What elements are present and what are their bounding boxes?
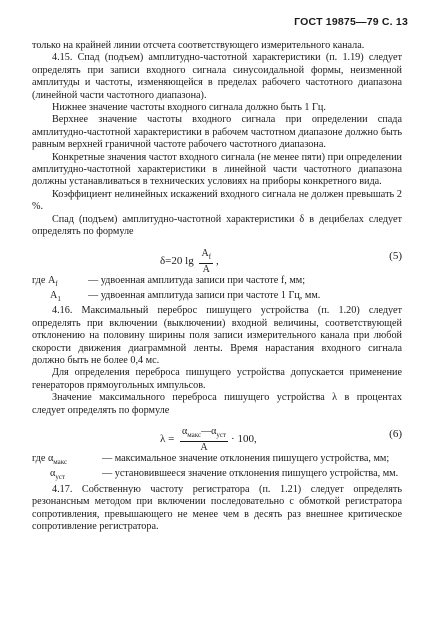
paragraph-generators: Для определения переброса пишущего устройства допускается применение генераторов прямоугольных импульсов.: [32, 367, 402, 391]
where6-text2: — установившееся значение отклонения пишущего устройства, мм.: [102, 468, 399, 480]
where5-sym2: A: [50, 289, 58, 301]
where6-label: где: [32, 453, 46, 465]
formula5-denominator: A: [202, 263, 210, 275]
where5-sym1: A: [47, 274, 56, 286]
paragraph-formula6-intro: Значение максимального переброса пишущего устройства λ в процентах следует определять по формуле: [32, 392, 402, 416]
formula5-lhs: δ=20 lg: [160, 254, 194, 267]
paragraph-lower-freq: Нижнее значение частоты входного сигнала должно быть 1 Гц.: [52, 102, 326, 114]
where6-row1: [32, 453, 402, 468]
where6-text1: — максимальное значение отклонения пишущего устройства, мм;: [102, 453, 390, 465]
paragraph-0: только на крайней линии отсчета соответствующего измерительного канала.: [32, 40, 365, 51]
where5-label: где: [32, 274, 46, 286]
where5-row2: [32, 290, 402, 305]
formula6-minus-sub: уст: [216, 431, 227, 440]
where6-sym2-sub: уст: [55, 473, 66, 482]
formula-6: [32, 420, 402, 454]
where6-sym1: α: [47, 453, 54, 465]
formula5-number: (5): [389, 249, 402, 262]
paragraph-formula5-intro: Спад (подъем) амплитудно-частотной характеристики δ в децибелах следует определять по формуле: [32, 213, 402, 238]
paragraph-4-16: 4.16. Максимальный переброс пишущего устройства (п. 1.20) следует определять при включении (выключении) входной величины, соответствующей отклонению на половину ширины поля записи измерительного канала при любой скорости движения диаграммной ленты. Время нарастания входного сигнала должно быть не более 0,4 мс.: [32, 305, 402, 366]
paragraph-4-17: 4.17. Собственную частоту регистратора (п. 1.21) следует определять резонансным методом при включении последовательно с обмоткой регистратора сопротивления, превышающего не менее чем в десять раз внешнее критическое сопротивление регистратора.: [32, 483, 402, 533]
formula-5: [32, 242, 402, 275]
where5-text2: — удвоенная амплитуда записи при частоте 1 Гц, мм.: [88, 289, 321, 301]
formula5-numerator: A: [201, 247, 209, 259]
paragraph-distortion: Коэффициент нелинейных искажений входного сигнала не должен превышать 2 %.: [32, 188, 402, 213]
formula6-fraction: [180, 426, 228, 453]
formula6-numerator: α: [182, 426, 188, 438]
formula6-denominator: A: [200, 442, 208, 454]
paragraph-upper-freq: Верхнее значение частоты входного сигнала при определении спада амплитудно-частотной характеристики в рабочем частотном диапазоне должно быть равным верхней граничной частоте рабочего частотного диапазона.: [32, 114, 402, 151]
where6-sym1-sub: макс: [53, 458, 68, 467]
where6-row2: [32, 468, 402, 483]
document-body: [32, 40, 402, 534]
where5-sym1-sub: f: [55, 279, 58, 288]
where5-sym2-sub: 1: [57, 294, 61, 303]
where6-sym2: α: [50, 468, 56, 480]
formula5-tail: ,: [216, 254, 219, 267]
formula6-minus: —α: [201, 426, 217, 438]
where5-row1: [32, 275, 402, 290]
paragraph-4-15: 4.15. Спад (подъем) амплитудно-частотной характеристики (п. 1.19) следует определять при записи входного сигнала синусоидальной формы, неизменной амплитуды и частоты, изменяющейся в пределах рабочего частотного диапазона (линейной части частотного диапазона).: [32, 52, 402, 101]
formula6-tail: · 100,: [231, 433, 257, 446]
formula6-number: (6): [389, 428, 402, 441]
page-header: ГОСТ 19875—79 С. 13: [294, 16, 408, 28]
formula6-numerator-sub: макс: [187, 431, 202, 440]
formula6-lhs: λ =: [160, 433, 175, 446]
paragraph-specific-freqs: Конкретные значения частот входного сигнала (не менее пяти) при определении амплитудно-частотной характеристики в линейной части частотного диапазона должны устанавливаться в технических условиях на приборы конкретного вида.: [32, 151, 402, 188]
where5-text1: — удвоенная амплитуда записи при частоте f, мм;: [88, 274, 306, 286]
formula5-fraction: [199, 248, 213, 275]
formula5-numerator-sub: f: [208, 252, 212, 261]
